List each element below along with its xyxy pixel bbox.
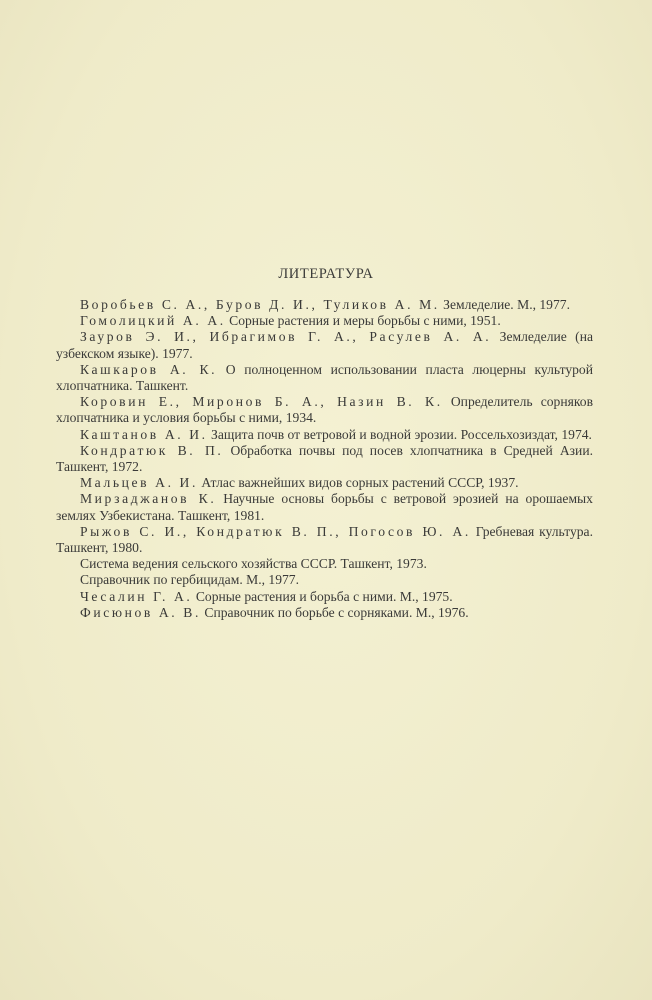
reference-details: Справочник по гербицидам. М., 1977. [80, 572, 299, 588]
reference-item [56, 572, 593, 588]
reference-authors: Каштанов А. И. [80, 426, 208, 442]
reference-authors: Воробьев С. А., Буров Д. И., Туликов А. М. [80, 297, 440, 312]
reference-item [56, 362, 593, 394]
reference-item [56, 605, 593, 621]
reference-item [56, 443, 593, 475]
reference-list [56, 297, 593, 621]
reference-item [56, 313, 593, 329]
reference-details: Обработка почвы под посев хлопчатника в Средней Азии. Ташкент, 1972. [56, 442, 593, 475]
reference-item [56, 329, 593, 361]
reference-authors: Мальцев А. И. [80, 475, 198, 491]
reference-authors: Рыжов С. И., Кондратюк В. П., Погосов Ю. А. [80, 523, 471, 539]
reference-authors: Коровин Е., Миронов Б. А., Назин В. К. [80, 394, 443, 410]
reference-details: Атлас важнейших видов сорных растений СССР, 1937. [197, 475, 519, 491]
reference-details: Земледелие. М., 1977. [439, 297, 570, 312]
reference-details: Земледелие (на узбекском языке). 1977. [56, 329, 594, 361]
reference-authors: Зауров Э. И., Ибрагимов Г. А., Расулев А. А. [80, 329, 492, 345]
reference-authors: Гомолицкий А. А. [80, 313, 226, 329]
reference-details: Сорные растения и борьба с ними. М., 1975. [192, 588, 453, 604]
reference-details: Справочник по борьбе с сорняками. М., 1976. [200, 604, 469, 620]
reference-details: Определитель сорняков хлопчатника и условия борьбы с ними, 1934. [56, 394, 594, 426]
reference-item [56, 556, 593, 572]
reference-authors: Фисюнов А. В. [80, 604, 201, 620]
reference-item [56, 297, 593, 313]
reference-item [56, 589, 593, 605]
reference-details: Защита почв от ветровой и водной эрозии. Россельхозиздат, 1974. [207, 426, 592, 442]
reference-authors: Чесалин Г. А. [80, 588, 193, 604]
reference-authors: Мирзаджанов К. [80, 491, 217, 507]
reference-item [56, 491, 593, 523]
reference-details: Научные основы борьбы с ветровой эрозией на орошаемых землях Узбекистана. Ташкент, 1981. [56, 491, 593, 523]
page-heading: ЛИТЕРАТУРА [278, 266, 374, 282]
reference-details: Сорные растения и меры борьбы с ними, 1951. [225, 313, 501, 329]
reference-details: О полноценном использовании пласта люцерны культурой хлопчатника. Ташкент. [56, 361, 593, 394]
reference-details: Система ведения сельского хозяйства СССР. Ташкент, 1973. [80, 556, 427, 572]
reference-item [56, 475, 593, 491]
reference-item [56, 394, 593, 426]
reference-item [56, 427, 593, 443]
reference-authors: Кашкаров А. К. [80, 361, 218, 377]
reference-item [56, 524, 593, 556]
reference-details: Гребневая культура. Ташкент, 1980. [56, 523, 593, 556]
reference-authors: Кондратюк В. П. [80, 442, 224, 458]
